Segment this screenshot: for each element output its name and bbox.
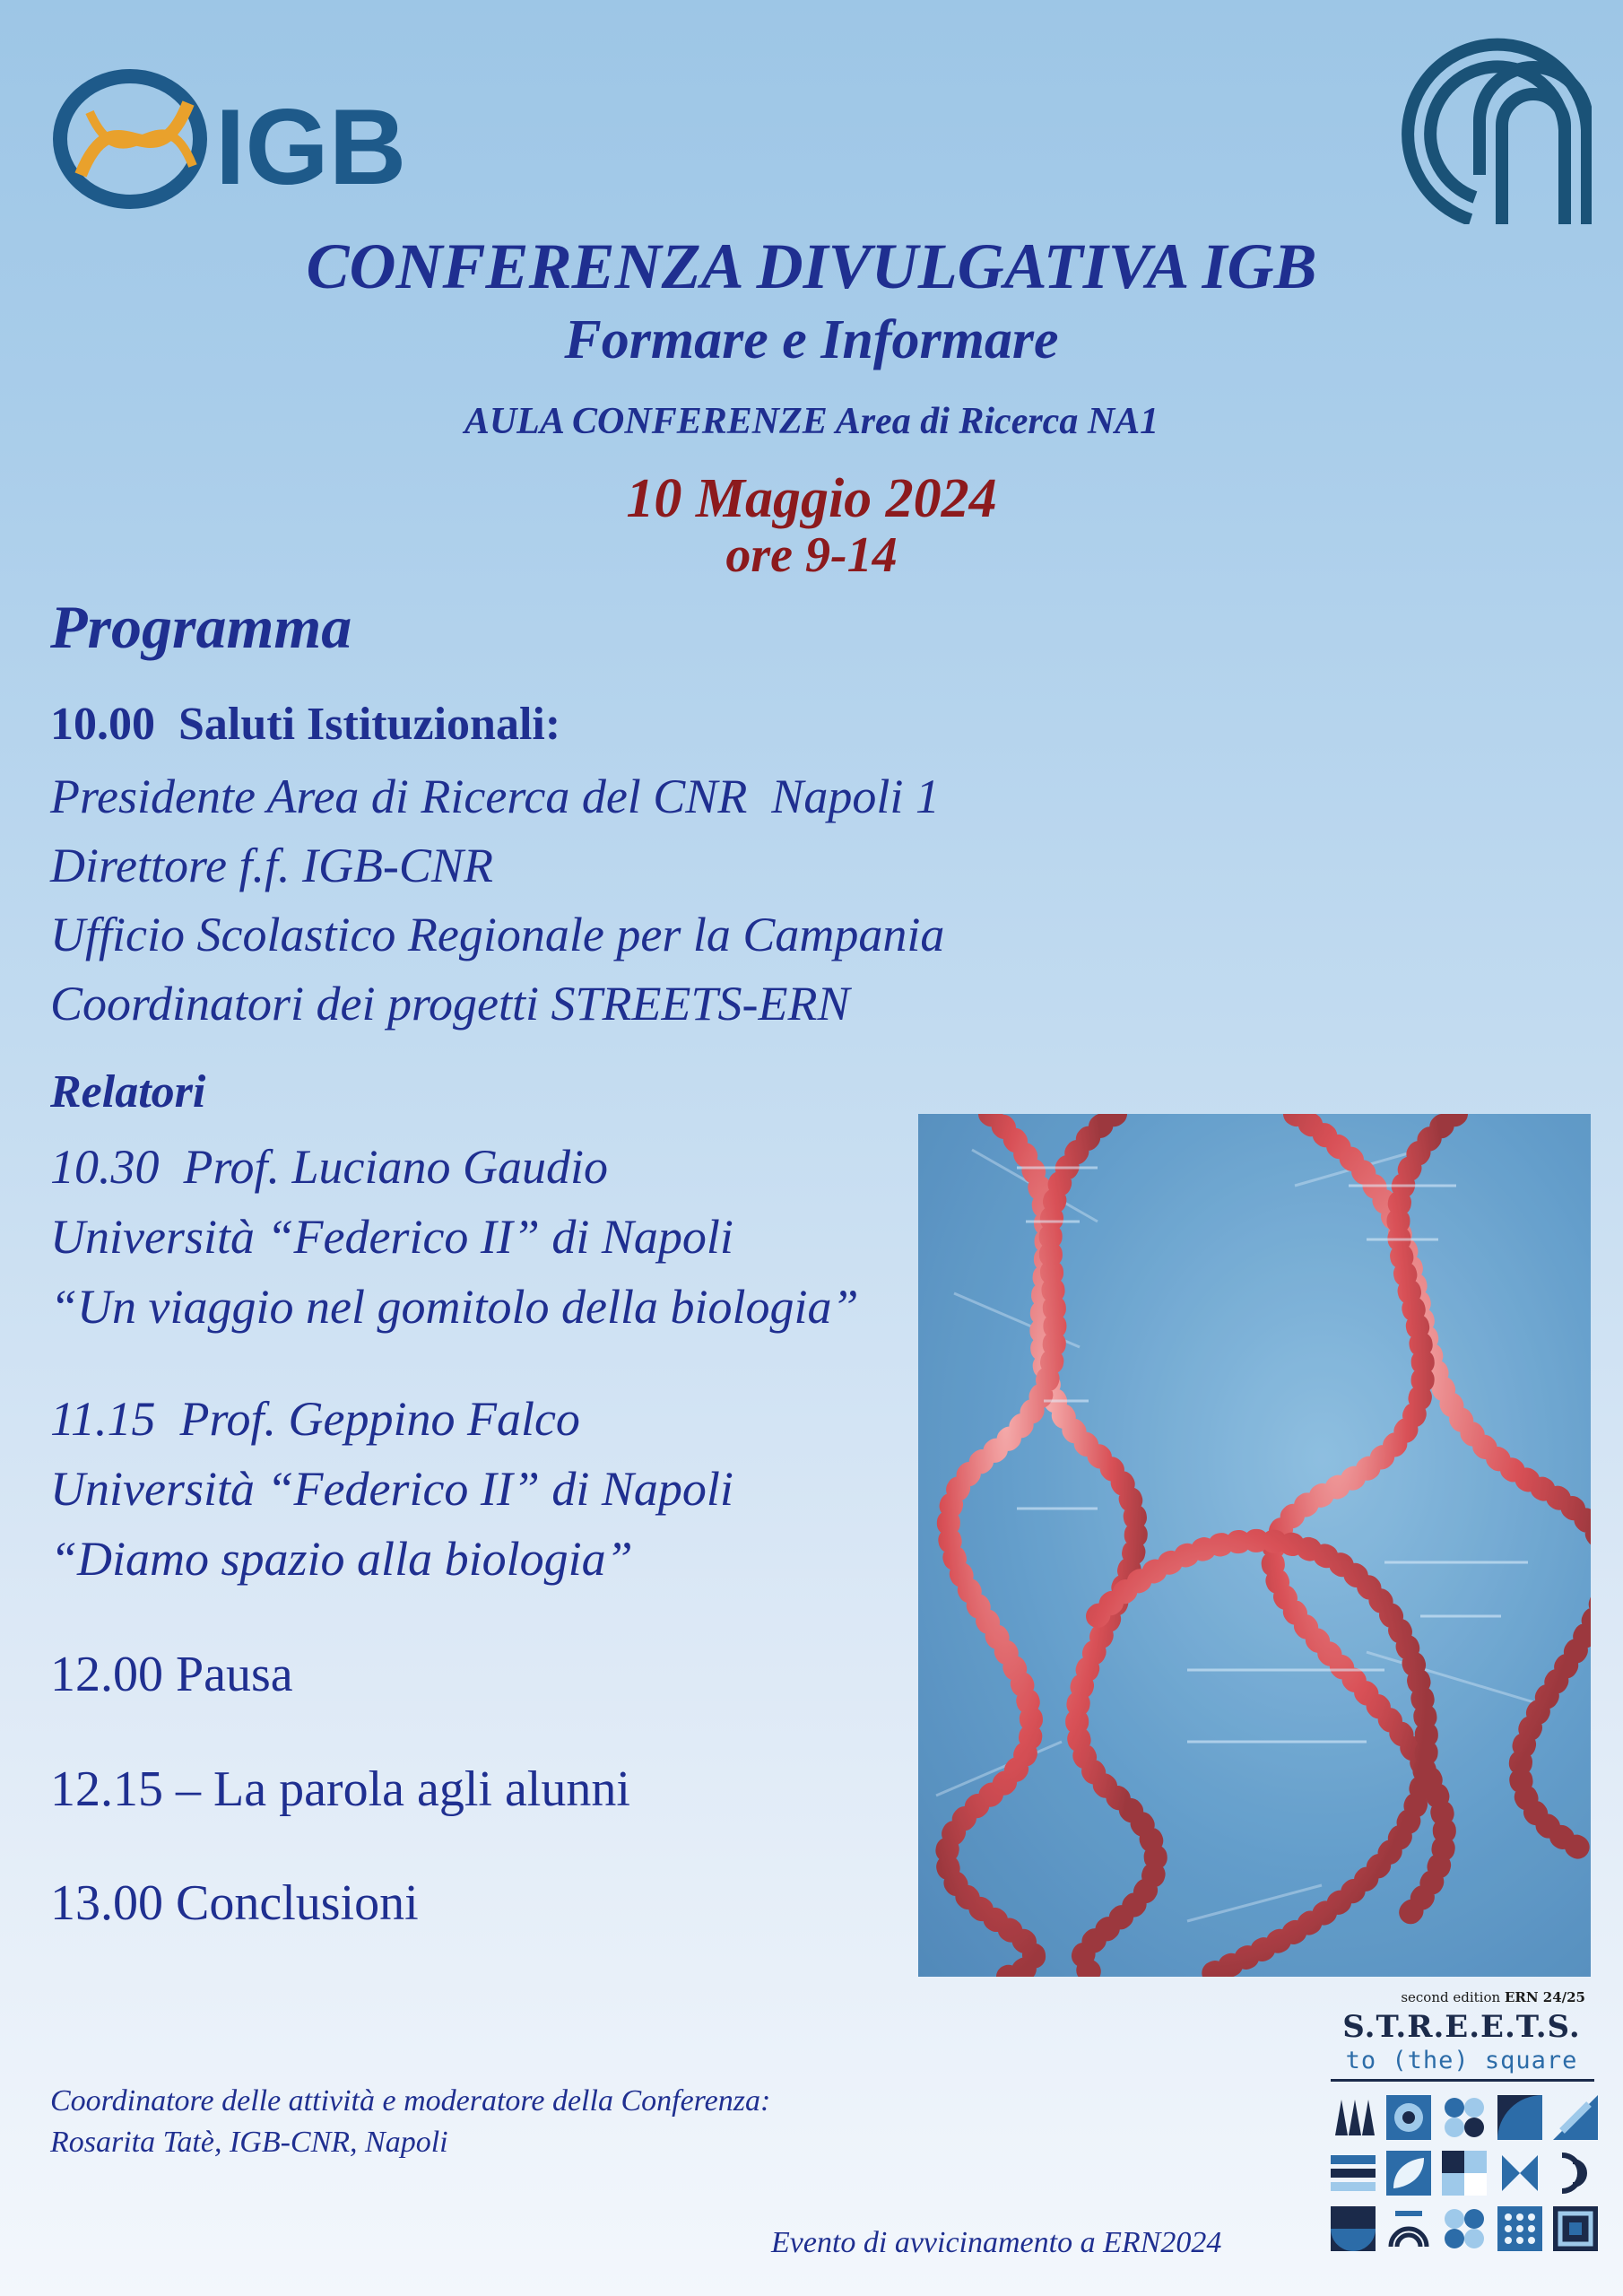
speaker-talk-title: “Diamo spazio alla biologia” — [50, 1532, 633, 1586]
event-note: Evento di avvicinamento a ERN2024 — [771, 2226, 1222, 2259]
pattern-tile-icon — [1553, 2095, 1598, 2140]
pattern-tile-icon — [1386, 2151, 1431, 2196]
streets-name: S.T.R.E.E.T.S. — [1342, 2009, 1581, 2045]
cnr-emblem-icon — [1376, 22, 1592, 224]
pattern-tile-icon — [1331, 2095, 1376, 2140]
dna-helix-icon — [918, 1114, 1591, 1977]
streets-subtitle: to (the) square — [1345, 2047, 1578, 2074]
igb-logo-text: IGB — [215, 87, 407, 207]
coordinator-note — [50, 2081, 770, 2163]
pattern-tile-icon — [1386, 2095, 1431, 2140]
speaker-block — [50, 1384, 733, 1594]
saluti-heading: 10.00 Saluti Istituzionali: — [50, 699, 561, 750]
streets-edition — [1401, 1989, 1585, 2005]
speaker-affiliation: Università “Federico II” di Napoli — [50, 1462, 733, 1516]
venue-text: AULA CONFERENZE Area di Ricerca NA1 — [464, 401, 1159, 442]
conclusioni-item: 13.00 Conclusioni — [50, 1875, 419, 1931]
coordinator-name: Rosarita Tatè, IGB-CNR, Napoli — [50, 2126, 448, 2159]
speaker-affiliation: Università “Federico II” di Napoli — [50, 1210, 733, 1264]
streets-divider — [1331, 2079, 1594, 2082]
cnr-logo — [1376, 22, 1592, 224]
edition-prefix: second edition — [1401, 1989, 1505, 2005]
pattern-tile-icon — [1497, 2095, 1542, 2140]
list-item: Presidente Area di Ricerca del CNR Napoli 1 — [50, 770, 940, 823]
event-date: 10 Maggio 2024 — [626, 468, 997, 529]
igb-emblem-icon — [45, 49, 439, 229]
speaker-time-name: 11.15 Prof. Geppino Falco — [50, 1392, 580, 1446]
pattern-tile-icon — [1497, 2151, 1542, 2196]
list-item: Coordinatori dei progetti STREETS-ERN — [50, 977, 850, 1031]
coordinator-label: Coordinatore delle attività e moderatore della Conferenza: — [50, 2084, 771, 2118]
pattern-tile-icon — [1331, 2151, 1376, 2196]
pattern-tile-icon — [1386, 2206, 1431, 2251]
alunni-item: 12.15 – La parola agli alunni — [50, 1761, 630, 1817]
igb-logo — [45, 49, 439, 229]
dna-image — [918, 1114, 1591, 1977]
streets-logo — [1318, 1989, 1605, 2294]
relatori-heading: Relatori — [50, 1066, 206, 1118]
edition-tag: ERN 24/25 — [1504, 1989, 1585, 2005]
pattern-tile-icon — [1331, 2206, 1376, 2251]
event-hours: ore 9-14 — [725, 527, 898, 583]
pattern-tile-icon — [1553, 2151, 1598, 2196]
speaker-time-name: 10.30 Prof. Luciano Gaudio — [50, 1140, 609, 1194]
page-subtitle: Formare e Informare — [564, 309, 1059, 370]
saluti-list — [50, 762, 944, 1039]
streets-pattern-grid — [1331, 2095, 1598, 2251]
pattern-tile-icon — [1553, 2206, 1598, 2251]
pattern-tile-icon — [1442, 2095, 1487, 2140]
pattern-tile-icon — [1442, 2206, 1487, 2251]
list-item: Ufficio Scolastico Regionale per la Campania — [50, 908, 945, 961]
programma-heading: Programma — [50, 593, 352, 661]
speaker-talk-title: “Un viaggio nel gomitolo della biologia” — [50, 1280, 859, 1334]
page-title: CONFERENZA DIVULGATIVA IGB — [306, 230, 1317, 302]
pausa-item: 12.00 Pausa — [50, 1647, 293, 1702]
pattern-tile-icon — [1497, 2206, 1542, 2251]
speaker-block — [50, 1132, 859, 1342]
pattern-tile-icon — [1442, 2151, 1487, 2196]
list-item: Direttore f.f. IGB-CNR — [50, 839, 493, 892]
